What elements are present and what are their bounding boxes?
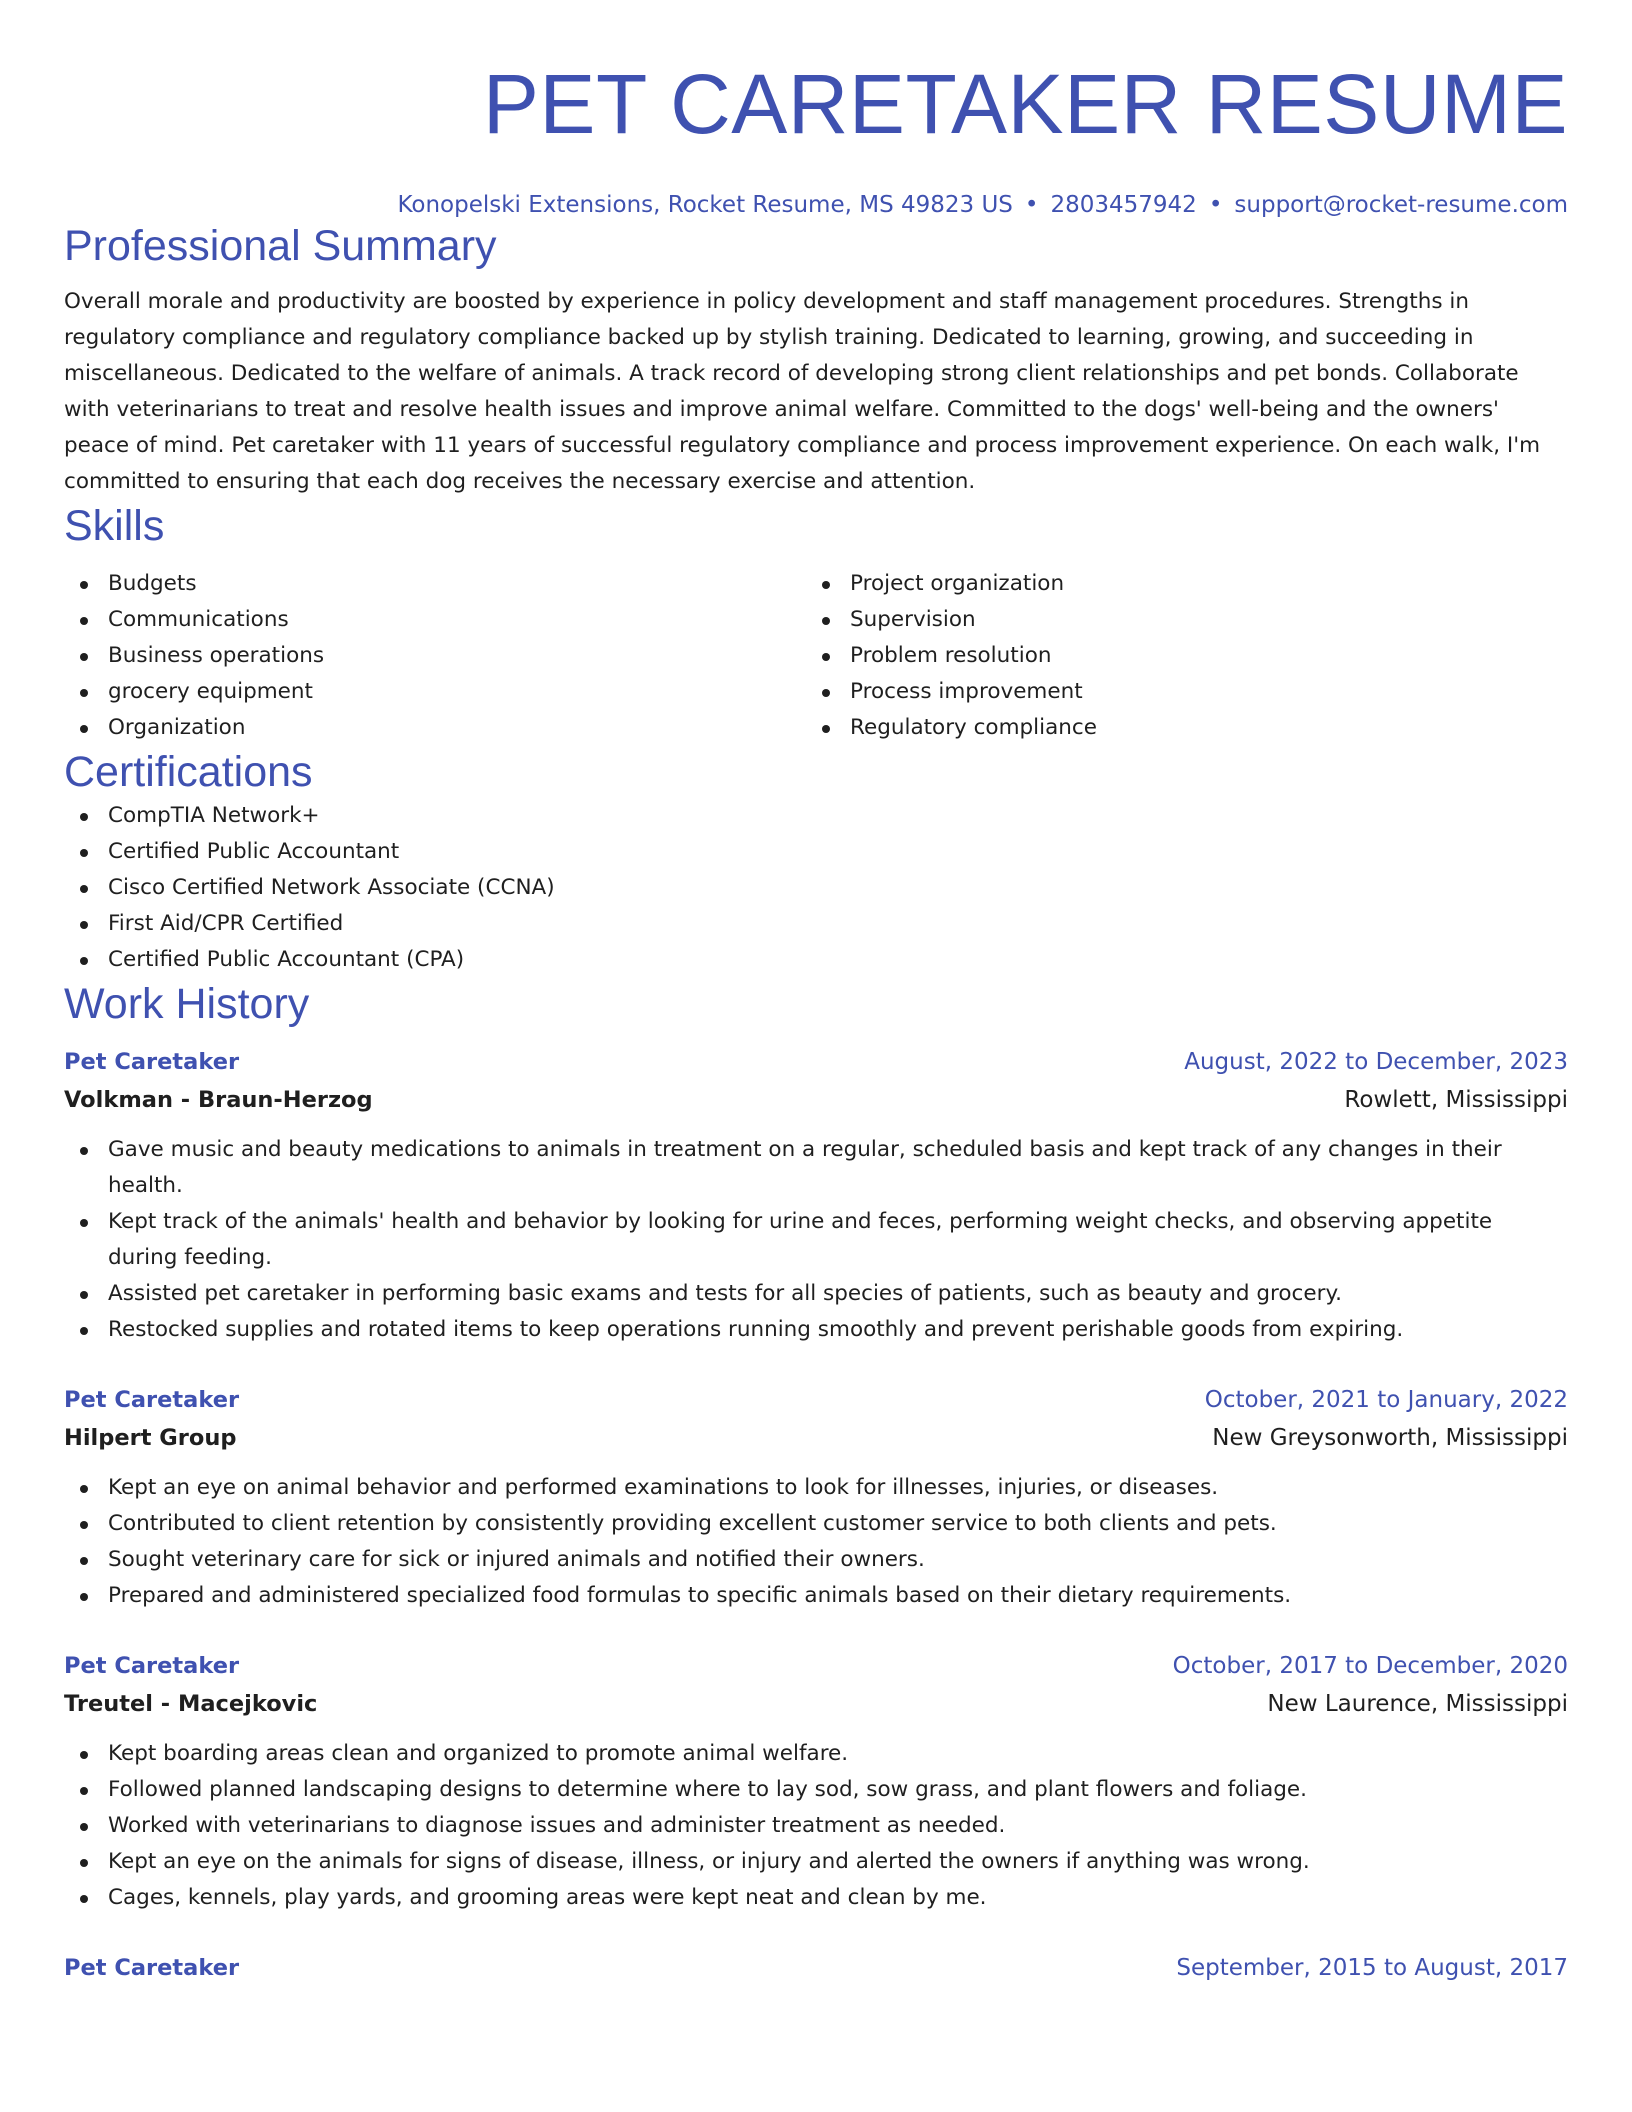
job-duty: Kept boarding areas clean and organized to promote animal welfare.	[64, 1736, 1568, 1772]
summary-heading: Professional Summary	[64, 222, 497, 270]
job-entry	[64, 1044, 1568, 1348]
skills-columns	[64, 566, 1568, 746]
certification-item: First Aid/CPR Certified	[64, 906, 1568, 942]
job-entry	[64, 1382, 1568, 1614]
contact-separator: •	[1208, 192, 1223, 218]
job-header-row	[64, 1044, 1568, 1080]
job-duty: Restocked supplies and rotated items to keep operations running smoothly and prevent perishable goods from expiring.	[64, 1312, 1568, 1348]
job-company-row	[64, 1418, 1568, 1458]
work-history-heading: Work History	[64, 980, 310, 1028]
skill-item: Problem resolution	[806, 638, 1548, 674]
job-duty: Kept an eye on animal behavior and performed examinations to look for illnesses, injuries, or diseases.	[64, 1470, 1568, 1506]
skills-list-right	[806, 566, 1548, 746]
skill-item: Organization	[64, 710, 806, 746]
job-dates: August, 2022 to December, 2023	[1184, 1049, 1568, 1075]
job-duty: Prepared and administered specialized food formulas to specific animals based on their dietary requirements.	[64, 1578, 1568, 1614]
job-duty: Kept track of the animals' health and behavior by looking for urine and feces, performing weight checks, and observing appetite during feeding.	[64, 1204, 1568, 1276]
job-duty: Kept an eye on the animals for signs of disease, illness, or injury and alerted the owners if anything was wrong.	[64, 1844, 1568, 1880]
job-company: Volkman - Braun-Herzog	[64, 1087, 373, 1113]
certification-item: Cisco Certified Network Associate (CCNA)	[64, 870, 1568, 906]
skill-item: Process improvement	[806, 674, 1548, 710]
skills-heading: Skills	[64, 502, 165, 550]
job-duty: Gave music and beauty medications to animals in treatment on a regular, scheduled basis and kept track of any changes in their health.	[64, 1132, 1568, 1204]
job-location: Rowlett, Mississippi	[1344, 1087, 1568, 1113]
job-duties	[64, 1132, 1568, 1348]
skill-item: Communications	[64, 602, 806, 638]
job-header-row	[64, 1648, 1568, 1684]
job-header-row	[64, 1382, 1568, 1418]
job-dates: September, 2015 to August, 2017	[1176, 1955, 1568, 1981]
job-duty: Contributed to client retention by consistently providing excellent customer service to both clients and pets.	[64, 1506, 1568, 1542]
certification-item: Certified Public Accountant (CPA)	[64, 942, 1568, 978]
skill-item: Regulatory compliance	[806, 710, 1548, 746]
skill-item: Business operations	[64, 638, 806, 674]
contact-line	[64, 190, 1568, 220]
job-duty: Sought veterinary care for sick or injured animals and notified their owners.	[64, 1542, 1568, 1578]
job-duty: Cages, kennels, play yards, and grooming areas were kept neat and clean by me.	[64, 1880, 1568, 1916]
job-dates: October, 2021 to January, 2022	[1204, 1387, 1568, 1413]
contact-separator: •	[1024, 192, 1039, 218]
job-title: Pet Caretaker	[64, 1049, 240, 1075]
contact-phone: 2803457942	[1050, 192, 1197, 218]
certification-item: CompTIA Network+	[64, 798, 1568, 834]
job-duty: Followed planned landscaping designs to determine where to lay sod, sow grass, and plant flowers and foliage.	[64, 1772, 1568, 1808]
job-entry	[64, 1648, 1568, 1916]
job-entry	[64, 1950, 1568, 1986]
contact-address: Konopelski Extensions, Rocket Resume, MS 49823 US	[397, 192, 1013, 218]
skill-item: grocery equipment	[64, 674, 806, 710]
skill-item: Budgets	[64, 566, 806, 602]
job-duties	[64, 1470, 1568, 1614]
skill-item: Supervision	[806, 602, 1548, 638]
job-company-row	[64, 1684, 1568, 1724]
job-duty: Worked with veterinarians to diagnose issues and administer treatment as needed.	[64, 1808, 1568, 1844]
job-company: Treutel - Macejkovic	[64, 1691, 318, 1717]
summary-text: Overall morale and productivity are boosted by experience in policy development and staff management procedures. Strengths in regulatory compliance and regulatory compliance backed up by stylish training. Dedicated to learning, growing, and succeeding in miscellaneous. Dedicated to the welfare of animals. A track record of developing strong client relationships and pet bonds. Collaborate with veterinarians to treat and resolve health issues and improve animal welfare. Committed to the dogs' well-being and the owners' peace of mind. Pet caretaker with 11 years of successful regulatory compliance and process improvement experience. On each walk, I'm committed to ensuring that each dog receives the necessary exercise and attention.	[64, 289, 1541, 494]
certifications-list	[64, 798, 1568, 978]
job-company: Hilpert Group	[64, 1425, 237, 1451]
certifications-heading: Certifications	[64, 748, 313, 796]
job-dates: October, 2017 to December, 2020	[1172, 1653, 1568, 1679]
resume-title: PET CARETAKER RESUME	[482, 57, 1568, 151]
skill-item: Project organization	[806, 566, 1548, 602]
job-company-row	[64, 1080, 1568, 1120]
job-duty: Assisted pet caretaker in performing basic exams and tests for all species of patients, such as beauty and grocery.	[64, 1276, 1568, 1312]
job-header-row	[64, 1950, 1568, 1986]
job-title: Pet Caretaker	[64, 1387, 240, 1413]
job-title: Pet Caretaker	[64, 1955, 240, 1981]
skills-list-left	[64, 566, 806, 746]
job-location: New Greysonworth, Mississippi	[1212, 1425, 1568, 1451]
job-location: New Laurence, Mississippi	[1267, 1691, 1568, 1717]
job-duties	[64, 1736, 1568, 1916]
contact-email[interactable]: support@rocket-resume.com	[1234, 192, 1568, 218]
certification-item: Certified Public Accountant	[64, 834, 1568, 870]
job-title: Pet Caretaker	[64, 1653, 240, 1679]
